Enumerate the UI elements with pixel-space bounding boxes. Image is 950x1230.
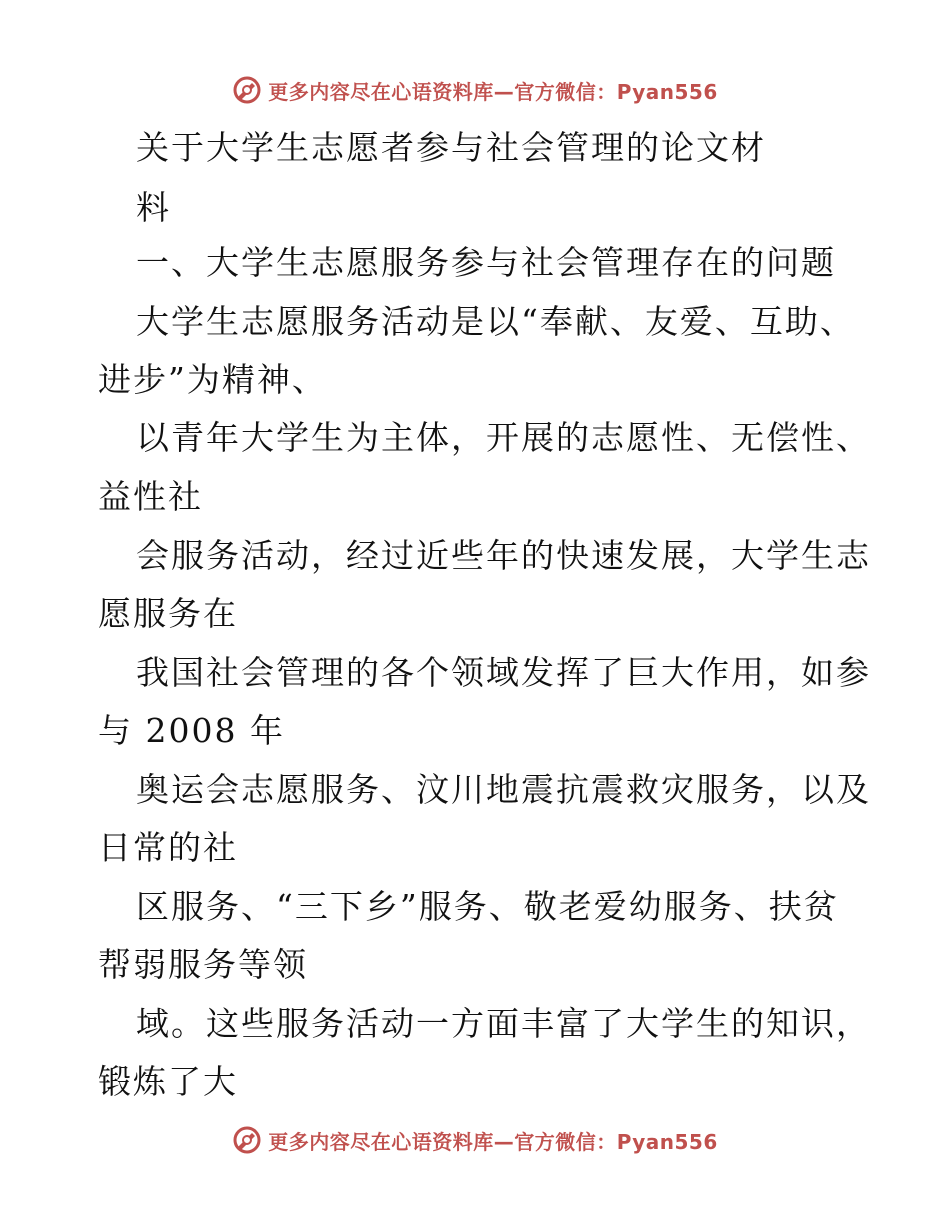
- paragraph-line: 益性社: [98, 477, 203, 516]
- section-heading: 一、大学生志愿服务参与社会管理存在的问题: [136, 243, 836, 282]
- document-title-line-1: 关于大学生志愿者参与社会管理的论文材: [136, 128, 766, 167]
- paragraph-line: 会服务活动，经过近些年的快速发展，大学生志: [136, 536, 871, 575]
- paragraph-line: 进步”为精神、: [98, 360, 327, 399]
- paragraph-line: 以青年大学生为主体，开展的志愿性、无偿性、: [136, 418, 871, 457]
- footer-watermark-text: 更多内容尽在心语资料库—官方微信：Pyan556: [268, 1129, 718, 1154]
- red-pen-swirl-logo-icon: [232, 1125, 262, 1155]
- paragraph-line: 与 2008 年: [98, 711, 285, 750]
- paragraph-line: 区服务、“三下乡”服务、敬老爱幼服务、扶贫: [136, 887, 839, 926]
- paragraph-line: 帮弱服务等领: [98, 945, 308, 984]
- paragraph-line: 锻炼了大: [98, 1062, 238, 1101]
- document-title-line-2: 料: [136, 188, 171, 227]
- footer-watermark: [0, 1120, 950, 1160]
- paragraph-line: 我国社会管理的各个领域发挥了巨大作用，如参: [136, 653, 871, 692]
- paragraph-line: 大学生志愿服务活动是以“奉献、友爱、互助、: [136, 302, 855, 341]
- paragraph-line: 日常的社: [98, 828, 238, 867]
- paragraph-line: 域。这些服务活动一方面丰富了大学生的知识，: [136, 1004, 871, 1043]
- paragraph-line: 奥运会志愿服务、汶川地震抗震救灾服务，以及: [136, 770, 871, 809]
- paragraph-line: 愿服务在: [98, 594, 238, 633]
- header-watermark-text: 更多内容尽在心语资料库—官方微信：Pyan556: [268, 79, 718, 104]
